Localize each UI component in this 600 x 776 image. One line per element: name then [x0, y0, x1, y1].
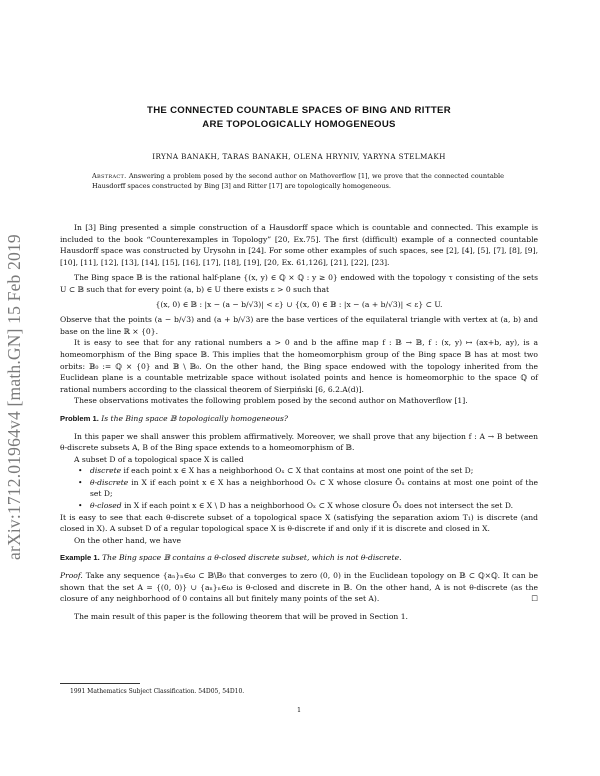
- motivation-paragraph: These observations motivates the following problem posed by the second author on Mathoverflow [1].: [74, 396, 468, 406]
- arxiv-identifier: arXiv:1712.01964v4 [math.GN] 15 Feb 2019: [4, 234, 24, 560]
- footnote-divider: [60, 683, 140, 684]
- example-label: Example 1.: [60, 553, 100, 563]
- proof: [60, 570, 538, 605]
- example-statement: [60, 552, 538, 564]
- proof-text: Take any sequence {aₙ}ₙ∈ω ⊂ 𝔹\𝔹₀ that converges to zero (0, 0) in the Euclidean topology on 𝔹 ⊂ ℚ×ℚ. It can be shown that the set A = {(0, 0)} ∪ {aₙ}ₙ∈ω is θ-closed and discrete in 𝔹. On the other hand, A is not θ-discrete (as the closure of any neighborhood of 0 contains all but finitely many points of the set A).: [60, 571, 538, 604]
- discrete-remark: It is easy to see that each θ-discrete subset of a topological space X (satisfying the separation axiom T₁) is discrete (and closed in X). A subset D of a regular topological space X is θ-discrete if and only if it is discrete and closed in X.: [60, 512, 538, 534]
- answer-paragraph: In this paper we shall answer this problem affirmatively. Moreover, we shall prove that any bijection f : A → B between θ-discrete subsets A, B of the Bing space extends to a homeomorphism of 𝔹.: [60, 431, 538, 453]
- title-line-1: THE CONNECTED COUNTABLE SPACES OF BING AND RITTER: [147, 105, 451, 116]
- abstract-text: Answering a problem posed by the second author on Mathoverflow [1], we prove that the connected countable Hausdorff spaces constructed by Bing [3] and Ritter [17] are topologically homogeneous.: [92, 172, 504, 190]
- definition-term: discrete: [90, 466, 122, 476]
- definition-list: [60, 465, 538, 511]
- neighborhood-formula: {(x, 0) ∈ 𝔹 : |x − (a − b/√3)| < ε} ∪ {(x, 0) ∈ 𝔹 : |x − (a + b/√3)| < ε} ⊂ U.: [155, 299, 443, 309]
- problem-text: Is the Bing space 𝔹 topologically homogeneous?: [101, 413, 288, 423]
- abstract: [92, 172, 504, 192]
- definition-text: in X if each point x ∈ X has a neighborhood Oₓ ⊂ X whose closure Ōₓ contains at most one point of the set D;: [90, 477, 538, 499]
- abstract-label: Abstract.: [92, 172, 127, 180]
- author-list: IRYNA BANAKH, TARAS BANAKH, OLENA HRYNIV, YARYNA STELMAKH: [152, 152, 446, 161]
- title-line-2: ARE TOPOLOGICALLY HOMOGENEOUS: [202, 119, 396, 130]
- definition-text: if each point x ∈ X has a neighborhood Oₓ ⊂ X that contains at most one point of the set D;: [121, 466, 474, 476]
- intro-paragraph: In [3] Bing presented a simple construction of a Hausdorff space which is countable and connected. This example is included to the book “Counterexamples in Topology” [20, Ex.75]. The first (difficult) example of a connected countable Hausdorff space was constructed by Urysohn in [24]. For some other examples of such spaces, see [2], [4], [5], [7], [8], [9], [10], [11], [12], [13], [14], [15], [16], [17], [18], [19], [20, Ex. 61,126], [21], [22], [23].: [60, 223, 538, 267]
- transition-paragraph: On the other hand, we have: [74, 535, 182, 545]
- qed-symbol: ☐: [531, 594, 538, 604]
- paper-title: [60, 104, 538, 132]
- example-text: The Bing space 𝔹 contains a θ-closed discrete subset, which is not θ-discrete.: [102, 553, 402, 563]
- list-item: [82, 465, 538, 477]
- problem-label: Problem 1.: [60, 413, 99, 423]
- triangle-observation: Observe that the points (a − b/√3) and (a + b/√3) are the base vertices of the equilateral triangle with vertex at (a, b) and base on the line ℝ × {0}.: [60, 315, 538, 336]
- paper-body: [60, 222, 538, 622]
- proof-label: Proof.: [60, 571, 83, 581]
- definition-term: θ-discrete: [90, 477, 129, 487]
- list-item: [82, 477, 538, 500]
- bing-space-definition: The Bing space 𝔹 is the rational half-plane {(x, y) ∈ ℚ × ℚ : y ≥ 0} endowed with the topology τ consisting of the sets U ⊂ 𝔹 such that for every point (a, b) ∈ U there exists ε > 0 such that: [60, 273, 538, 294]
- definition-intro: A subset D of a topological space X is called: [74, 454, 244, 464]
- definition-term: θ-closed: [90, 501, 122, 511]
- affine-map-paragraph: It is easy to see that for any rational numbers a > 0 and b the affine map f : 𝔹 → 𝔹, f : (x, y) ↦ (ax+b, ay), is a homeomorphism of the Bing space 𝔹. This implies that the homeomorphism group of the Bing space 𝔹 has at most two orbits: 𝔹₀ := ℚ × {0} and 𝔹 \ 𝔹₀. On the other hand, the Bing space endowed with the topology inherited from the Euclidean plane is a countable metrizable space without isolated points and hence is homeomorphic to the space ℚ of rational numbers according to the classical theorem of Sierpiński [6, 6.2.A(d)].: [60, 338, 538, 394]
- main-result-paragraph: The main result of this paper is the following theorem that will be proved in Section 1.: [74, 611, 408, 621]
- page-number: 1: [296, 706, 302, 714]
- list-item: [82, 500, 538, 512]
- problem-statement: [60, 413, 538, 425]
- definition-text: in X if each point x ∈ X \ D has a neighborhood Oₓ ⊂ X whose closure Ōₓ does not intersect the set D.: [121, 501, 514, 511]
- footnote: 1991 Mathematics Subject Classification. 54D05, 54D10.: [70, 688, 245, 695]
